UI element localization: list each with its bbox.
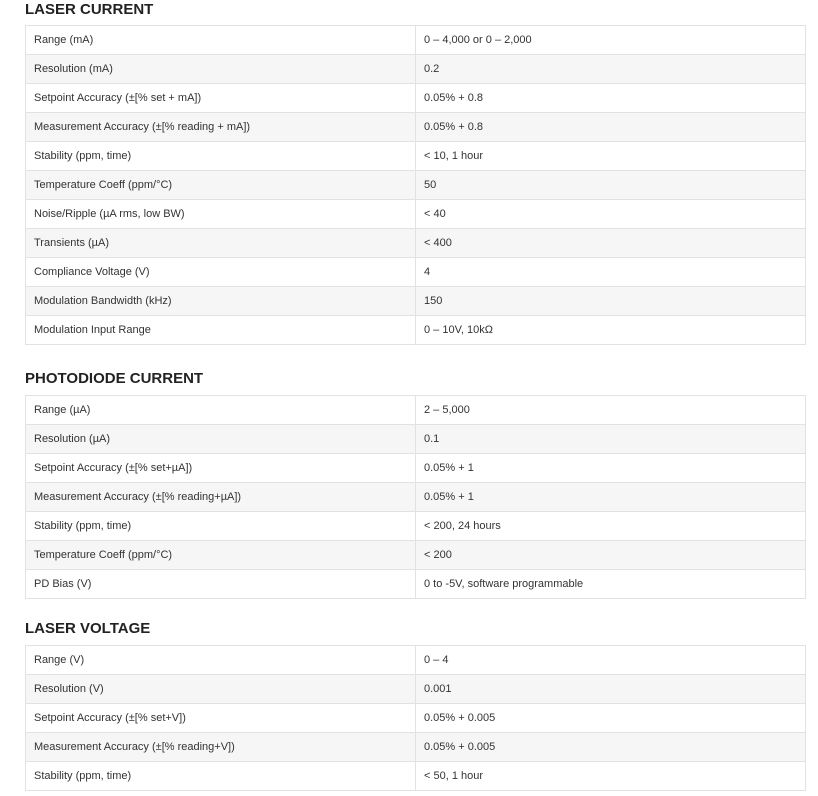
value-cell: 4	[416, 258, 806, 287]
value-cell: 0 to -5V, software programmable	[416, 570, 806, 599]
table-row	[26, 287, 806, 316]
parameter-cell: Measurement Accuracy (±[% reading+V])	[26, 733, 416, 762]
table-row	[26, 171, 806, 200]
parameter-cell: Measurement Accuracy (±[% reading + mA])	[26, 113, 416, 142]
parameter-cell: Modulation Bandwidth (kHz)	[26, 287, 416, 316]
spec-table-laser-current	[25, 25, 806, 345]
table-row	[26, 425, 806, 454]
value-cell: 0.05% + 0.8	[416, 113, 806, 142]
table-row	[26, 258, 806, 287]
value-cell: 0.1	[416, 425, 806, 454]
parameter-cell: Stability (ppm, time)	[26, 512, 416, 541]
table-row	[26, 229, 806, 258]
value-cell: 0.05% + 0.8	[416, 84, 806, 113]
parameter-cell: Compliance Voltage (V)	[26, 258, 416, 287]
table-row	[26, 762, 806, 791]
parameter-cell: Temperature Coeff (ppm/°C)	[26, 171, 416, 200]
parameter-cell: Transients (µA)	[26, 229, 416, 258]
value-cell: < 200, 24 hours	[416, 512, 806, 541]
value-cell: 50	[416, 171, 806, 200]
table-row	[26, 396, 806, 425]
spec-table-photodiode-current	[25, 395, 806, 599]
section-title-photodiode-current: PHOTODIODE CURRENT	[25, 370, 204, 387]
value-cell: 0.05% + 1	[416, 483, 806, 512]
section-title-laser-current: LASER CURRENT	[25, 1, 154, 18]
parameter-cell: Modulation Input Range	[26, 316, 416, 345]
parameter-cell: Range (mA)	[26, 26, 416, 55]
value-cell: < 400	[416, 229, 806, 258]
table-row	[26, 675, 806, 704]
table-row	[26, 704, 806, 733]
table-row	[26, 646, 806, 675]
table-row	[26, 55, 806, 84]
parameter-cell: Noise/Ripple (µA rms, low BW)	[26, 200, 416, 229]
value-cell: < 200	[416, 541, 806, 570]
parameter-cell: Temperature Coeff (ppm/°C)	[26, 541, 416, 570]
parameter-cell: Setpoint Accuracy (±[% set + mA])	[26, 84, 416, 113]
table-row	[26, 84, 806, 113]
table-row	[26, 26, 806, 55]
table-row	[26, 142, 806, 171]
table-row	[26, 483, 806, 512]
value-cell: 0.05% + 0.005	[416, 733, 806, 762]
parameter-cell: Range (µA)	[26, 396, 416, 425]
value-cell: 0.2	[416, 55, 806, 84]
parameter-cell: Resolution (µA)	[26, 425, 416, 454]
parameter-cell: Stability (ppm, time)	[26, 762, 416, 791]
value-cell: 0.001	[416, 675, 806, 704]
parameter-cell: Stability (ppm, time)	[26, 142, 416, 171]
table-row	[26, 316, 806, 345]
table-row	[26, 113, 806, 142]
value-cell: 0 – 4	[416, 646, 806, 675]
parameter-cell: PD Bias (V)	[26, 570, 416, 599]
table-row	[26, 733, 806, 762]
parameter-cell: Resolution (mA)	[26, 55, 416, 84]
table-row	[26, 512, 806, 541]
parameter-cell: Resolution (V)	[26, 675, 416, 704]
parameter-cell: Range (V)	[26, 646, 416, 675]
table-row	[26, 570, 806, 599]
table-row	[26, 541, 806, 570]
section-title-laser-voltage: LASER VOLTAGE	[25, 620, 151, 637]
value-cell: 150	[416, 287, 806, 316]
value-cell: < 10, 1 hour	[416, 142, 806, 171]
spec-table-laser-voltage	[25, 645, 806, 791]
value-cell: < 50, 1 hour	[416, 762, 806, 791]
value-cell: < 40	[416, 200, 806, 229]
parameter-cell: Setpoint Accuracy (±[% set+µA])	[26, 454, 416, 483]
value-cell: 0.05% + 1	[416, 454, 806, 483]
value-cell: 0 – 10V, 10kΩ	[416, 316, 806, 345]
parameter-cell: Setpoint Accuracy (±[% set+V])	[26, 704, 416, 733]
table-row	[26, 454, 806, 483]
value-cell: 0 – 4,000 or 0 – 2,000	[416, 26, 806, 55]
table-row	[26, 200, 806, 229]
value-cell: 0.05% + 0.005	[416, 704, 806, 733]
value-cell: 2 – 5,000	[416, 396, 806, 425]
parameter-cell: Measurement Accuracy (±[% reading+µA])	[26, 483, 416, 512]
